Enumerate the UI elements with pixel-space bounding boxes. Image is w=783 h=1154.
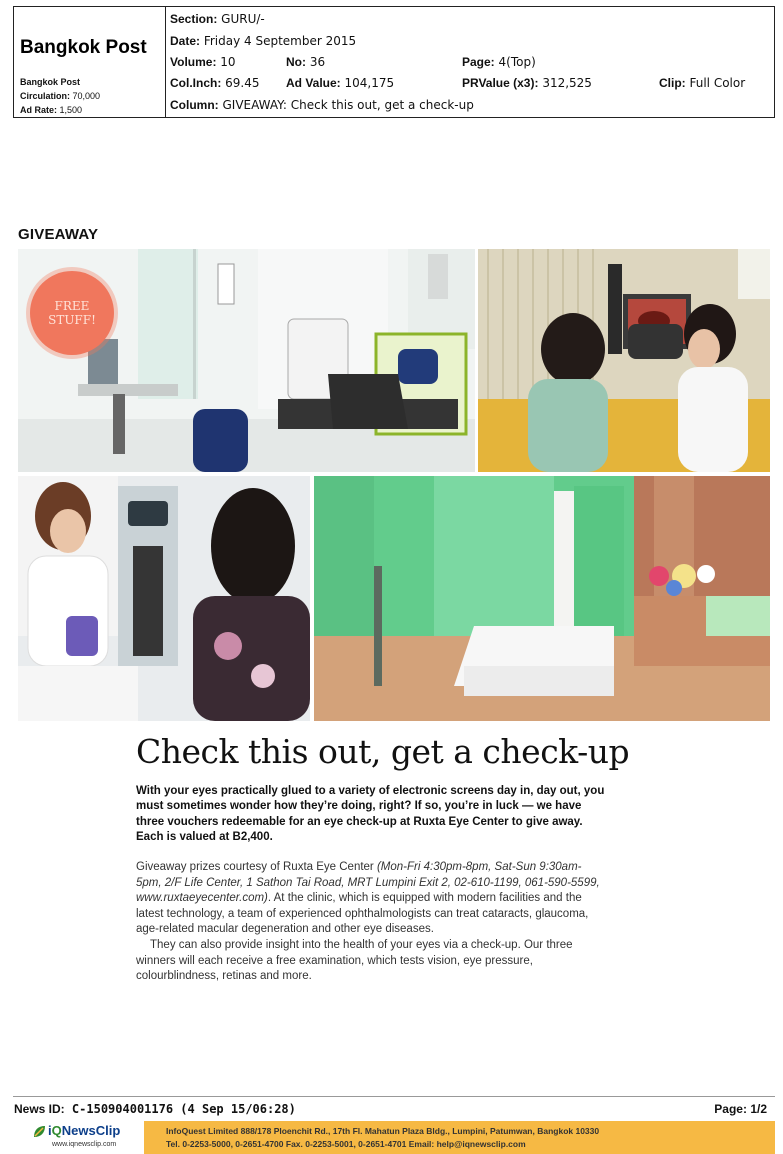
col-inch-field: Col.Inch: 69.45 bbox=[170, 76, 260, 90]
reception-illustration bbox=[314, 476, 770, 721]
page-number: Page: 1/2 bbox=[714, 1102, 767, 1116]
publication-small-name: Bangkok Post bbox=[20, 77, 81, 87]
column-field: Column: GIVEAWAY: Check this out, get a check-up bbox=[170, 98, 474, 112]
eye-exam-illustration bbox=[478, 249, 770, 472]
clip-header-table bbox=[13, 6, 775, 118]
article-lead: With your eyes practically glued to a variety of electronic screens day in, day out, you must sometimes wonder how they’re doing, right? If so, you’re in luck — we have three vouchers redeemable for an eye check-up at Ruxta Eye Center to give away. Each is valued at B2,400. bbox=[136, 785, 605, 844]
iqnewsclip-logo bbox=[30, 1121, 144, 1154]
page-field: Page: 4(Top) bbox=[462, 55, 536, 69]
section-field: Section: GURU/- bbox=[170, 12, 265, 26]
slit-lamp-illustration bbox=[18, 476, 310, 721]
article-paragraph-2: They can also provide insight into the health of your eyes via a check-up. Our three winners will each receive a free examination, which tests vision, eye pressure, colourblindness, retinas and more. bbox=[136, 938, 573, 983]
footer-address: InfoQuest Limited 888/178 Ploenchit Rd., 17th Fl. Mahatun Plaza Bldg., Lumpini, Patumwan, Bangkok 10330 bbox=[166, 1126, 600, 1136]
date-field: Date: Friday 4 September 2015 bbox=[170, 34, 357, 48]
photo-eye-exam bbox=[478, 249, 770, 472]
publication-cell bbox=[14, 7, 166, 117]
news-id: News ID: C-150904001176 (4 Sep 15/06:28) bbox=[14, 1102, 296, 1116]
logo-wordmark: iQNewsClip bbox=[48, 1123, 121, 1138]
article-paragraph-1: Giveaway prizes courtesy of Ruxta Eye Center (Mon-Fri 4:30pm-8pm, Sat-Sun 9:30am-5pm, 2/F Life Center, 1 Sathon Tai Road, MRT Lumpini Exit 2, 02-610-1199, 061-590-5599, www.ruxtaeyecenter.com). At the clinic, which is equipped with modern facilities and the latest technology, a team of experienced ophthalmologists can treat cataracts, glaucoma, age-related macular degeneration and other eye diseases. bbox=[136, 861, 600, 936]
volume-field: Volume: 10 bbox=[170, 55, 236, 69]
article-title: Check this out, get a check-up bbox=[136, 732, 630, 771]
ad-rate: Ad Rate: 1,500 bbox=[20, 105, 83, 115]
footer-divider bbox=[13, 1096, 775, 1097]
section-label: GIVEAWAY bbox=[18, 226, 99, 243]
metadata-cell bbox=[166, 7, 774, 117]
logo-url: www.iqnewsclip.com bbox=[52, 1141, 117, 1148]
clip-field: Clip: Full Color bbox=[659, 76, 746, 90]
free-stuff-badge bbox=[30, 271, 114, 355]
ad-value-field: Ad Value: 104,175 bbox=[286, 76, 395, 90]
photo-slit-lamp bbox=[18, 476, 310, 721]
footer-contact: Tel. 0-2253-5000, 0-2651-4700 Fax. 0-2253-5001, 0-2651-4701 Email: help@iqnewsclip.com bbox=[166, 1139, 526, 1149]
photo-reception bbox=[314, 476, 770, 721]
publication-name: Bangkok Post bbox=[20, 37, 147, 58]
free-stuff-badge-text: FREE STUFF! bbox=[48, 299, 96, 327]
number-field: No: 36 bbox=[286, 55, 326, 69]
photo-exam-room bbox=[18, 249, 475, 472]
article-body bbox=[136, 860, 606, 985]
leaf-logo-icon bbox=[32, 1125, 46, 1139]
pr-value-field: PRValue (x3): 312,525 bbox=[462, 76, 592, 90]
circulation: Circulation: 70,000 bbox=[20, 91, 101, 101]
